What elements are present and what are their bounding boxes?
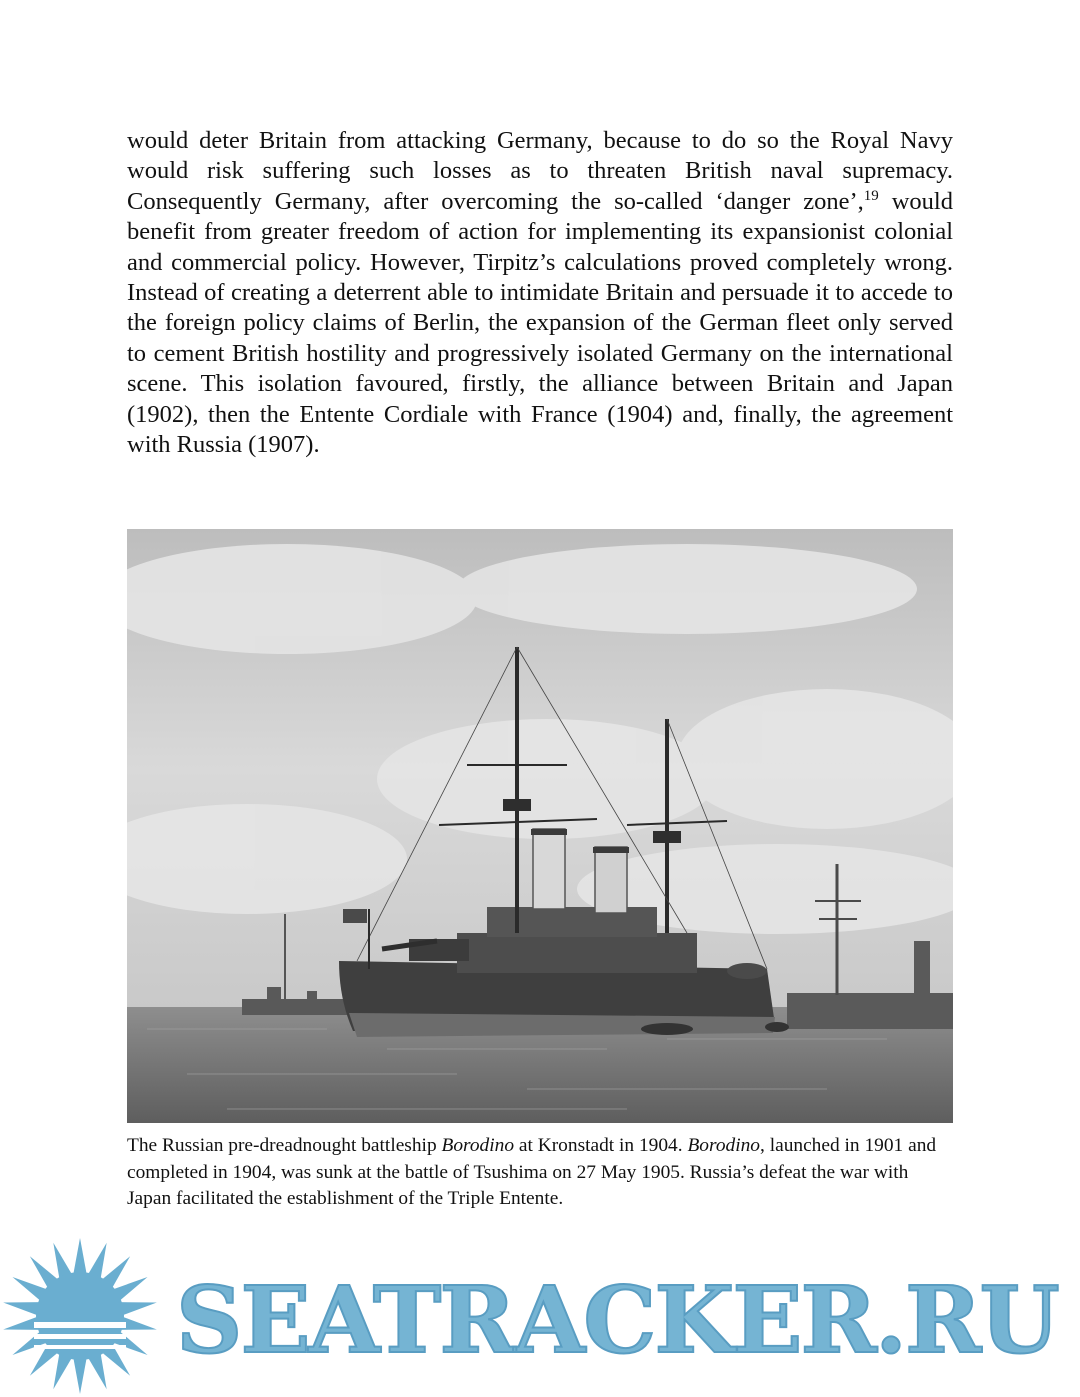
caption-ship-name-1: Borodino	[441, 1135, 515, 1156]
body-text-after-footnote: would benefit from greater freedom of action for implementing its expansionist colonial and commercial policy. However, Tirpitz’s calculations proved completely wrong. Instead of creating a deterrent able to intimidate Britain and persuade it to accede to the foreign policy claims of Berlin, the expansion of the German fleet only served to cement British hostility and progressively isolated Germany on the international scene. This isolation favoured, firstly, the alliance between Britain and Japan (1902), then the Entente Cordiale with France (1904) and, finally, the agreement with Russia (1907).	[127, 187, 953, 459]
caption-text-3: , launched in 1901 and completed in 1904, was sunk at the battle of Tsushima on 27 May 1905. Russia’s defeat the war with Japan facilitated the establishment of the Triple Entente.	[127, 1135, 937, 1209]
sun-logo-icon	[0, 1236, 170, 1397]
caption-text-2: at Kronstadt in 1904.	[514, 1135, 688, 1156]
watermark-text: SEATRACKER.RU	[176, 1266, 1058, 1374]
footnote-reference[interactable]: 19	[863, 187, 879, 204]
body-paragraph	[127, 126, 953, 460]
figure-caption	[127, 1133, 957, 1213]
body-text-before-footnote: would deter Britain from attacking Germany, because to do so the Royal Navy would risk suffering such losses as to threaten British naval supremacy. Consequently Germany, after overcoming the so-called ‘danger zone’,	[127, 127, 953, 215]
caption-ship-name-2: Borodino	[687, 1135, 760, 1156]
battleship-photo	[127, 529, 953, 1123]
caption-text-1: The Russian pre-dreadnought battleship	[127, 1135, 442, 1156]
